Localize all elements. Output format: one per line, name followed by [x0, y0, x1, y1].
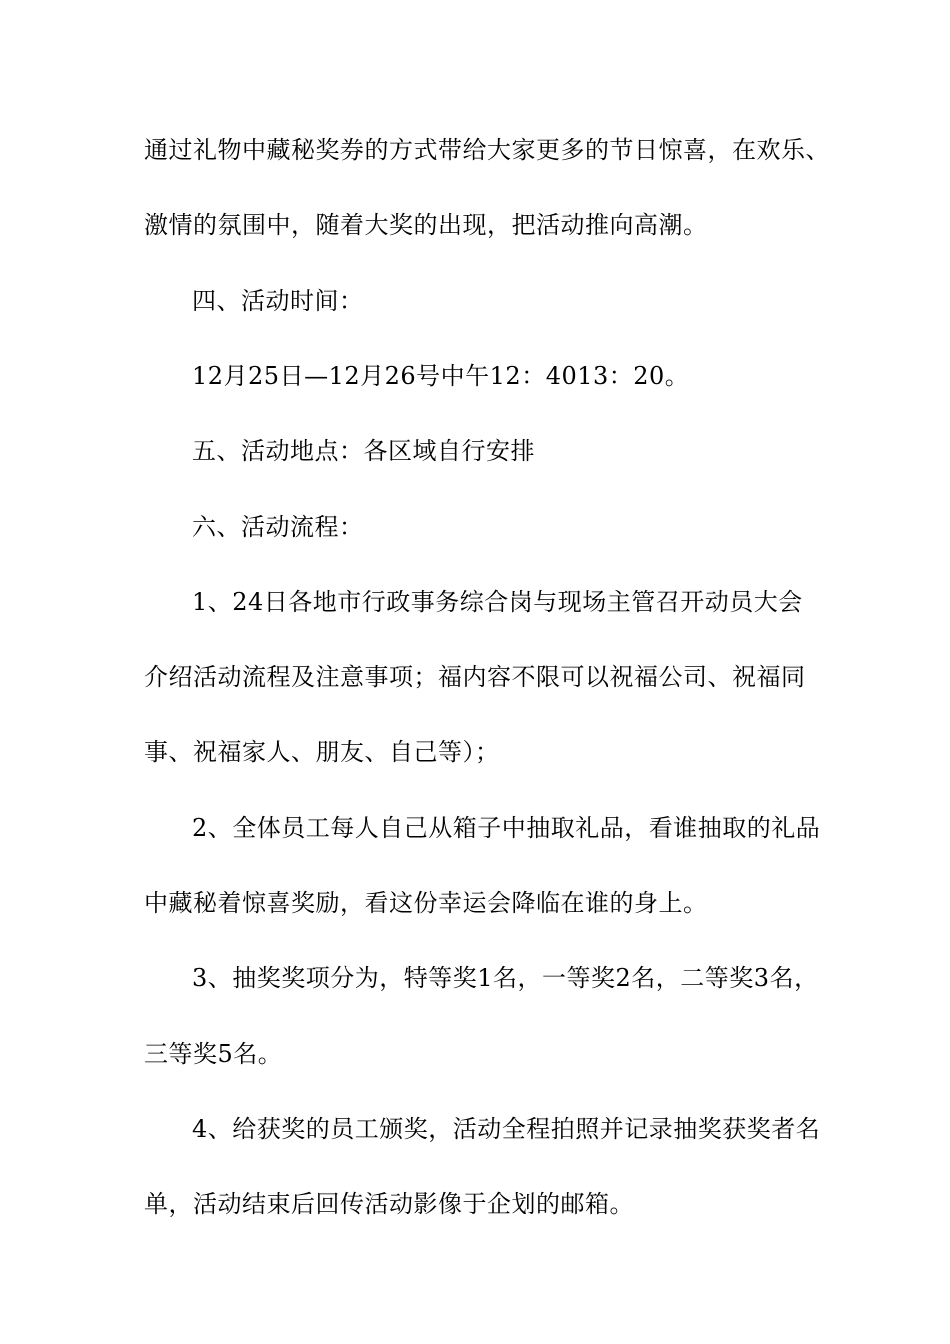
process-item-2-line-2: 中藏秘着惊喜奖励，看这份幸运会降临在谁的身上。	[144, 889, 708, 917]
section-heading-process: 六、活动流程：	[192, 513, 364, 541]
process-item-2-line-1: 2、全体员工每人自己从箱子中抽取礼品，看谁抽取的礼品	[192, 814, 821, 842]
process-item-1-line-1: 1、24日各地市行政事务综合岗与现场主管召开动员大会	[192, 588, 803, 616]
process-item-4-line-2: 单，活动结束后回传活动影像于企划的邮箱。	[144, 1190, 634, 1218]
process-item-3-line-1: 3、抽奖奖项分为，特等奖1名，一等奖2名，二等奖3名，	[192, 964, 819, 992]
process-item-1-line-2: 介绍活动流程及注意事项；福内容不限可以祝福公司、祝福同	[144, 663, 806, 691]
event-time-text: 12月25日—12月26号中午12：4013：20。	[192, 362, 690, 390]
process-item-4-line-1: 4、给获奖的员工颁奖，活动全程拍照并记录抽奖获奖者名	[192, 1115, 821, 1143]
section-heading-time: 四、活动时间：	[192, 287, 364, 315]
paragraph-line-1: 通过礼物中藏秘奖券的方式带给大家更多的节日惊喜，在欢乐、	[144, 136, 830, 164]
section-heading-location: 五、活动地点：各区域自行安排	[192, 437, 535, 465]
process-item-3-line-2: 三等奖5名。	[144, 1040, 283, 1068]
process-item-1-line-3: 事、祝福家人、朋友、自己等）；	[144, 738, 500, 766]
paragraph-line-2: 激情的氛围中，随着大奖的出现，把活动推向高潮。	[144, 211, 708, 239]
